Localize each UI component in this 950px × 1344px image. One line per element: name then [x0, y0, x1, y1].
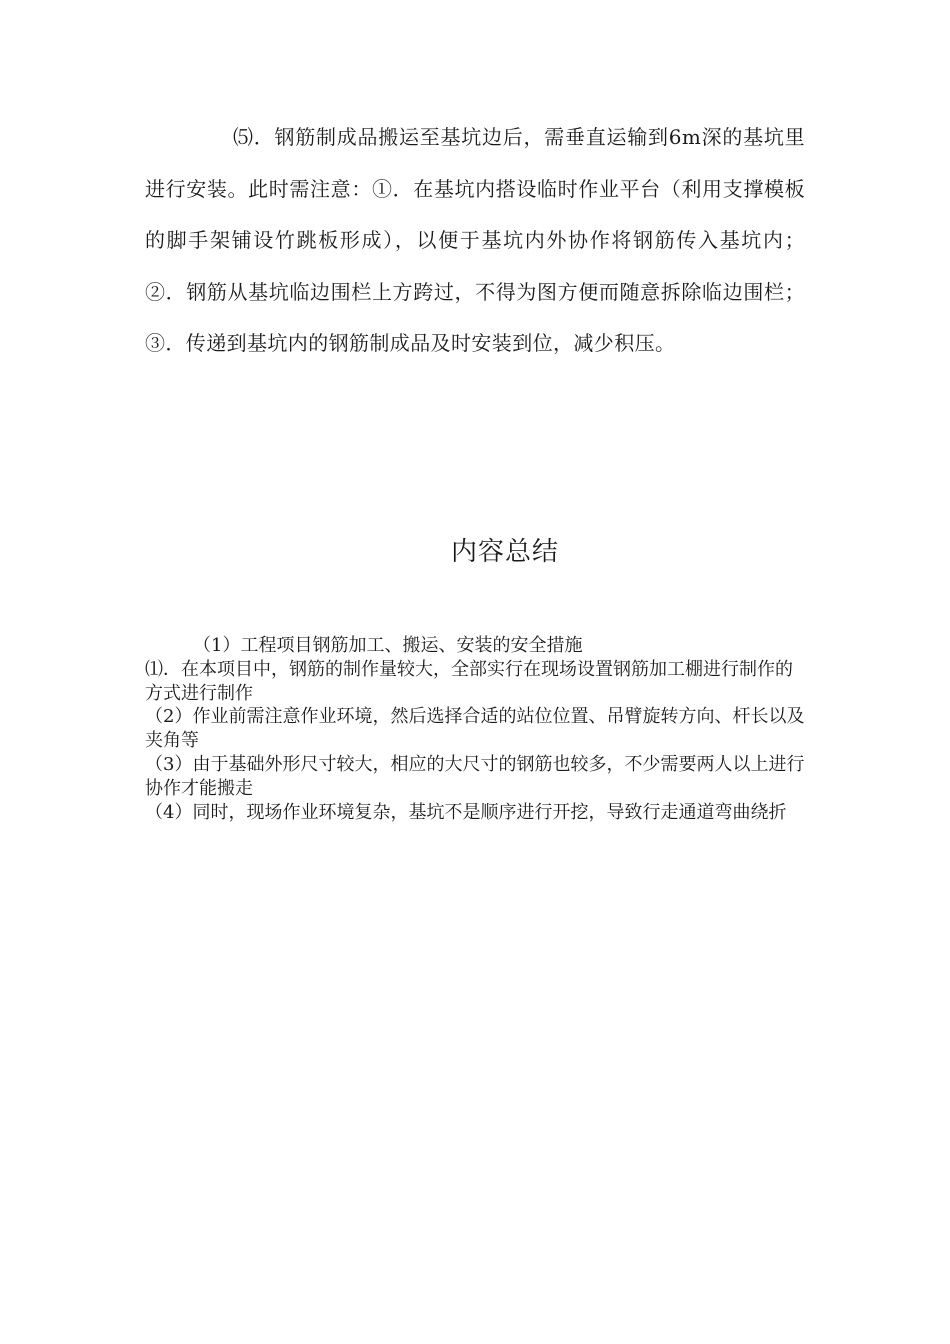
summary-item: （2）作业前需注意作业环境，然后选择合适的站位位置、吊臂旋转方向、杆长以及夹角等	[145, 706, 805, 752]
summary-item: （1）工程项目钢筋加工、搬运、安装的安全措施	[193, 635, 583, 656]
summary-item: （4）同时，现场作业环境复杂，基坑不是顺序进行开挖，导致行走通道弯曲绕折	[145, 801, 787, 823]
summary-item: ⑴．在本项目中，钢筋的制作量较大，全部实行在现场设置钢筋加工棚进行制作的方式进行制作	[145, 658, 793, 704]
body-paragraph: ⑸．钢筋制成品搬运至基坑边后，需垂直运输到6m深的基坑里进行安装。此时需注意：①．在基坑内搭设临时作业平台（利用支撑模板的脚手架铺设竹跳板形成），以便于基坑内外协作将钢筋传入基坑内；②．钢筋从基坑临边围栏上方跨过，不得为图方便而随意拆除临边围栏；③．传递到基坑内的钢筋制成品及时安装到位，减少积压。	[145, 125, 805, 356]
summary-list	[145, 634, 805, 824]
summary-title: 内容总结	[450, 537, 559, 567]
summary-item: （3）由于基础外形尺寸较大，相应的大尺寸的钢筋也较多，不少需要两人以上进行协作才能搬走	[145, 753, 805, 799]
